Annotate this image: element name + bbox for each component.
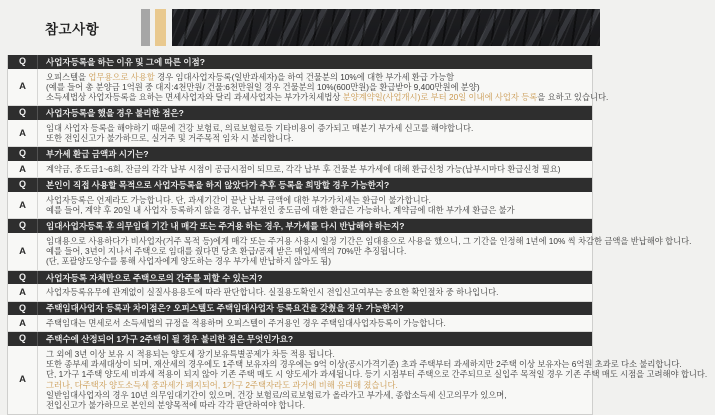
question-text: 임대사업자등록 후 의무임대 기간 내 매각 또는 주거용 하는 경우, 부가세를 다시 반납해야 하는지? — [46, 221, 405, 232]
answer-line: 예를 들어, 계약 후 20일 내 사업자 등록하지 않을 경우, 납부전인 중도금에 대한 환급은 가능하나, 계약금에 대한 부가세 환급은 불가 — [46, 205, 515, 216]
answer-line: 그러나, 다주택자 양도소득세 중과세가 폐지되어, 1가구 2주택자라도 과거에 비해 유리해 졌습니다. — [46, 379, 398, 390]
question-row — [8, 302, 592, 316]
answer-line: 사업자등록은 언제라도 가능합니다. 단, 과세기간이 끝난 납부 금액에 대한 부가가치세는 환급이 불가합니다. — [46, 194, 431, 205]
answer-text — [38, 315, 592, 331]
question-marker: Q — [8, 271, 38, 285]
answer-line: (예를 들어 총 분양금 1억원 중 대지:4천만원/ 건물:6천만원일 경우 건물분의 10%(600만원)을 환급받아 9,400만원에 분양) — [46, 81, 480, 92]
question-marker: Q — [8, 106, 38, 120]
question-text: 주택수에 산정되어 1가구 2주택이 될 경우 불리한 점은 무엇인가요? — [46, 334, 294, 345]
answer-row — [8, 161, 592, 178]
question-marker: Q — [8, 178, 38, 192]
question-row — [8, 147, 592, 161]
answer-marker: A — [8, 284, 38, 300]
question-marker: Q — [8, 332, 38, 346]
answer-text — [38, 284, 592, 300]
answer-line: 주택임대는 면세로서 소득세법의 규정을 적용하며 오피스텔이 주거용인 경우 주택임대사업자등록이 가능합니다. — [46, 318, 446, 329]
header-accent-bar-gray — [141, 9, 150, 46]
answer-line: 단, 1가구 1주택 양도세 비과세 적용이 되지 않아 기존 주택 매도 시 양도세가 과세됩니다. 등기 시점부터 주택으로 간주되므로 실입주 목적일 경우 기존 주택 매도 시점을 고려해야 합니다. — [46, 369, 708, 380]
question-row — [8, 271, 592, 285]
answer-line: 또한 종부세 과세대상이 되며, 재산세의 경우에도 1주택 보유자의 경우에는 9억 이상(공시가격기준) 초과 주택부터 과세하지만 2주택 이상 보유자는 6억원 초과로 다소 불리합니다. — [46, 359, 682, 370]
question-row — [8, 55, 592, 69]
answer-row — [8, 69, 609, 107]
answer-text — [38, 161, 592, 177]
answer-marker: A — [8, 233, 38, 270]
faq-table — [7, 55, 708, 415]
answer-row — [8, 120, 592, 148]
answer-line: 소득세법상 사업자등록을 요하는 면세사업자와 달리 과세사업자는 부가가치세법상 분양계약일(사업개시)로 부터 20일 이내에 사업자 등록을 요하고 있습니다. — [46, 92, 609, 103]
answer-line: (단, 포괄양도양수를 통해 사업자에게 양도하는 경우 부가세 반납하지 않아도 됨) — [46, 256, 332, 267]
question-row — [8, 332, 592, 346]
question-text: 사업자등록 자체만으로 주택으로의 간주를 피할 수 있는지? — [46, 272, 263, 283]
answer-line: 예를 들어, 3년이 지나서 주택으로 임대를 줬다면 당초 환급/공제 받은 매입세액의 70%만 추징됩니다. — [46, 246, 407, 257]
answer-line: 임대 사업자 등록을 해야하기 때문에 건강 보험료, 의료보험료등 기타비용이 증가되고 매분기 부가세 신고를 해야합니다. — [46, 122, 474, 133]
answer-text — [38, 192, 592, 219]
question-marker: Q — [8, 147, 38, 161]
answer-line: 전입신고가 불가하므로 본인의 분양목적에 따라 각각 판단하여야 합니다. — [46, 400, 305, 411]
answer-line: 일반임대사업자의 경우 10년 의무임대기간이 있으며, 건강 보험료/의료보험료가 올라가고 부가세, 종합소득세 신고의무가 있으며, — [46, 390, 507, 401]
question-row — [8, 106, 592, 120]
answer-row — [8, 346, 708, 414]
answer-marker: A — [8, 315, 38, 331]
answer-line: 오피스텔을 업무용으로 사용할 경우 임대사업자등록(일반과세자)을 하여 건물분의 10%에 대한 부가세 환급 가능함 — [46, 71, 455, 82]
question-text: 사업자등록을 하는 이유 및 그에 따른 이점? — [46, 56, 205, 67]
answer-line: 계약금, 중도금1~6회, 잔금의 각각 납부 시점이 공급시점이 되므로, 각각 납부 후 건물분 부가세에 대해 환급신청 가능(납부시마다 환급신청 필요) — [46, 163, 561, 174]
question-marker: Q — [8, 55, 38, 69]
answer-text — [38, 233, 699, 270]
answer-text — [38, 69, 616, 106]
header-texture-banner — [172, 9, 600, 46]
answer-row — [8, 233, 692, 271]
answer-row — [8, 315, 592, 332]
header-accent-bar-tan — [155, 9, 166, 46]
question-text: 사업자등록을 했을 경우 불리한 점은? — [46, 108, 184, 119]
question-text: 본인이 직접 사용할 목적으로 사업자등록을 하지 않았다가 추후 등록을 희망할 경우 가능한지? — [46, 180, 390, 191]
answer-marker: A — [8, 346, 38, 414]
answer-line: 임대용으로 사용하다가 비사업자(거주 목적 등)에게 매각 또는 주거용 사용시 일정 기간은 임대용으로 사용을 했으니, 그 기간을 인정해 1년에 10% 씩 차감한 금액을 반납해야 합니다. — [46, 235, 692, 246]
answer-text — [38, 346, 715, 414]
answer-line: 또한 전입신고가 불가하므로, 실거주 및 거주목적 임차 시 불리합니다. — [46, 133, 294, 144]
answer-marker: A — [8, 120, 38, 147]
answer-marker: A — [8, 69, 38, 106]
answer-marker: A — [8, 161, 38, 177]
question-text: 주택임대사업자 등록과 차이점은? 오피스텔도 주택임대사업자 등록요건을 갖췄을 경우 가능한지? — [46, 303, 404, 314]
question-row — [8, 219, 592, 233]
answer-marker: A — [8, 192, 38, 219]
page-title: 참고사항 — [45, 21, 100, 37]
question-marker: Q — [8, 219, 38, 233]
question-text: 부가세 환급 금액과 시기는? — [46, 149, 149, 160]
page-header — [0, 0, 600, 55]
answer-line: 그 외에 3년 이상 보유 시 적용되는 양도세 장기보유특별공제가 차등 적용 됩니다. — [46, 348, 335, 359]
answer-line: 사업자등록유무에 관계없이 실질사용용도에 따라 판단합니다. 실질용도확인시 전입신고여부는 중요한 확인절차 중 하나입니다. — [46, 287, 499, 298]
answer-text — [38, 120, 592, 147]
answer-row — [8, 284, 592, 301]
answer-row — [8, 192, 592, 220]
question-row — [8, 178, 592, 192]
question-marker: Q — [8, 302, 38, 316]
